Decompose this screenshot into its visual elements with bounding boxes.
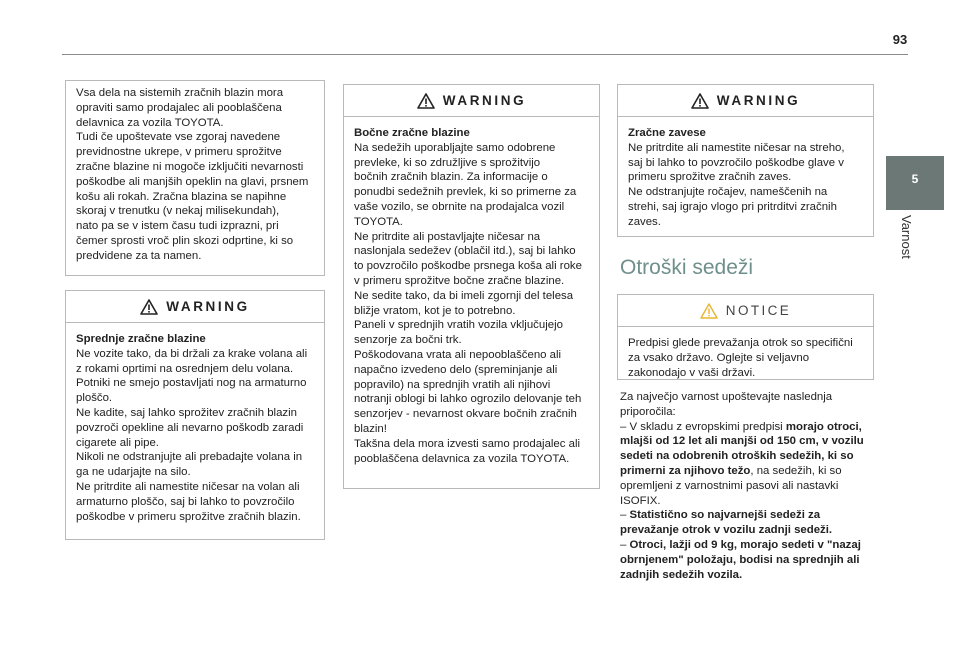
chapter-number: 5	[911, 172, 919, 186]
text-line: poškodbe ali manjših opeklin na glavi, prsnem	[76, 175, 309, 188]
text-line: previdnostne ukrepe, v primeru sprožitve	[76, 146, 282, 159]
text-line: povzroči opekline ali nevarno poškodb zaradi	[76, 421, 304, 434]
text-line: napačno izvedeno delo (spreminjanje ali	[354, 363, 558, 376]
notice-title-row	[618, 295, 873, 327]
text-line: nato pa se v istem času tudi izprazni, pri	[76, 220, 279, 233]
text-line: Potniki ne smejo postavljati nog na armaturno	[76, 377, 307, 390]
top-rule	[62, 54, 908, 55]
text-line: Paneli v sprednjih vratih vozila vključujejo	[354, 319, 563, 332]
text-line: Ne kadite, saj lahko sprožitev zračnih blazin	[76, 406, 297, 419]
chapter-label	[900, 215, 914, 285]
text-line: blazin!	[354, 422, 387, 435]
intro-line: Za največjo varnost upoštevajte naslednja	[620, 391, 833, 403]
warning-lines	[628, 141, 863, 230]
warning-title-row	[66, 291, 324, 323]
bullet-1-cont: sedeti na odobrenih otroških sedežih, ki so	[620, 450, 854, 463]
text-line: zakonodajo v vaši državi.	[628, 366, 756, 379]
text-line: Na sedežih uporabljajte samo odobrene	[354, 141, 556, 154]
bullet-1: – V skladu z evropskimi predpisi morajo otroci,	[620, 420, 862, 433]
notice-title: NOTICE	[725, 303, 792, 318]
text-line: čemer sprosti vroč plin skozi odprtine, ki so	[76, 234, 294, 247]
text-line: Ne pritrdite ali namestite ničesar na volan ali	[76, 480, 300, 493]
text-line: to povzročilo poškodbe prsnega koša ali roke	[354, 260, 582, 273]
warning-heading: Bočne zračne blazine	[354, 127, 470, 139]
text-line: cigarete ali pipe.	[76, 436, 159, 449]
warning-triangle-icon	[140, 299, 158, 315]
bullet-1-cont: opremljeni z varnostnimi pasovi ali nastavki	[620, 479, 839, 492]
text-line: Ne vozite tako, da bi držali za krake volana ali	[76, 347, 308, 360]
warning-lines	[76, 347, 314, 525]
text-line: za vsako državo. Oglejte si veljavno	[628, 351, 810, 364]
text-line: delavnica za vozila TOYOTA.	[76, 116, 224, 129]
warning-body	[344, 117, 599, 474]
warning-title-row	[618, 85, 873, 117]
notice-body	[618, 327, 873, 388]
text-line: poškodbe v primeru sprožitve zračnih blazin.	[76, 510, 301, 523]
text-line: Predpisi glede prevažanja otrok so specifični	[628, 337, 853, 349]
bullet-1-cont: mlajši od 12 let ali manjši od 150 cm, v vozilu	[620, 435, 864, 448]
bullet-3-cont: zadnjih sedežih vozila.	[620, 568, 743, 581]
warning-triangle-icon	[417, 93, 435, 109]
recommendations-text	[620, 390, 880, 582]
warning-title-row	[344, 85, 599, 117]
text-line: košu ali rokah. Zračna blazina se napihne	[76, 190, 287, 203]
warning-heading: Zračne zavese	[628, 127, 706, 139]
text-line: senzorje za bočni trk.	[354, 334, 462, 347]
text-line: Poškodovana vrata ali nepooblaščeno ali	[354, 348, 562, 361]
notice-triangle-icon	[700, 303, 718, 319]
warning-box-side-airbags	[343, 84, 600, 489]
text-line: TOYOTA.	[354, 215, 403, 228]
warning-triangle-icon	[691, 93, 709, 109]
text-line: Tudi če upoštevate vse zgoraj navedene	[76, 131, 281, 144]
text-line: naslonjala sedežev (oblačil itd.), saj bi lahko	[354, 245, 576, 258]
text-line: vaše vozilo, se obrnite na prodajalca vozil	[354, 200, 565, 213]
bullet-2-cont: prevažanje otrok v vozilu zadnji sedeži.	[620, 524, 833, 537]
text-line: saj bi lahko to povzročilo poškodbe glave v	[628, 156, 844, 169]
text-line: Ne pritrdite ali postavljajte ničesar na	[354, 230, 541, 243]
intro-box	[65, 80, 325, 276]
text-line: predvidene za ta namen.	[76, 249, 202, 262]
text-line: ga ne udarjajte na silo.	[76, 466, 191, 479]
section-heading: Otroški sedeži	[620, 256, 754, 279]
text-line: pooblaščena delavnica za vozila TOYOTA.	[354, 452, 570, 465]
warning-title: WARNING	[716, 93, 801, 108]
text-line: Nikoli ne odstranjujte ali prebadajte volana in	[76, 451, 303, 464]
text-line: bočnih zračnih blazin. Za informacije o	[354, 171, 548, 184]
warning-box-curtain-airbags	[617, 84, 874, 237]
bullet-3: – Otroci, lažji od 9 kg, morajo sedeti v "nazaj	[620, 538, 861, 551]
warning-title: WARNING	[166, 299, 250, 314]
bullet-1-cont: primerni za njihovo težo, na sedežih, ki so	[620, 464, 842, 477]
text-line: Ne sedite tako, da bi imeli zgornji del telesa	[354, 289, 574, 302]
warning-box-front-airbags	[65, 290, 325, 540]
text-line: ponudbi sedežnih prevlek, ki so primerne za	[354, 186, 577, 199]
text-line: Ne pritrdite ali namestite ničesar na streho,	[628, 141, 845, 154]
text-line: Takšna dela mora izvesti samo prodajalec ali	[354, 437, 581, 450]
text-line: strehi, saj igrajo vlogo pri pritrditvi zračnih	[628, 200, 837, 213]
text-line: senzorjev - nevarnost okvare bočnih zračnih	[354, 408, 577, 421]
text-line: v primeru sprožitve bočne zračne blazine.	[354, 274, 565, 287]
intro-box-body	[66, 81, 324, 272]
text-line: armaturno ploščo, saj bi lahko to povzročilo	[76, 495, 295, 508]
text-line: zaves.	[628, 215, 661, 228]
text-line: zračne blazine ni mogoče izključiti nevarnosti	[76, 160, 304, 173]
chapter-title: Varnost	[899, 215, 914, 259]
text-line: prevleke, ki so združljive s sprožitvijo	[354, 156, 541, 169]
bullet-1-cont: ISOFIX.	[620, 494, 661, 507]
text-line: bližje vratom, kot je to potrebno.	[354, 304, 516, 317]
text-line: Ne odstranjujte ročajev, nameščenih na	[628, 186, 828, 199]
bullet-2: – Statistično so najvarnejši sedeži za	[620, 509, 821, 522]
text-line: popravilo) na sprednjih vratih ali njihovi	[354, 378, 551, 391]
page-number: 93	[892, 32, 908, 47]
text-line: opraviti samo prodajalec ali pooblaščena	[76, 101, 282, 114]
text-line: ploščo.	[76, 392, 113, 405]
text-line: Vsa dela na sistemih zračnih blazin mora	[76, 87, 284, 99]
text-line: skoraj v trenutku (v nekaj milisekundah),	[76, 205, 280, 218]
notice-box	[617, 294, 874, 380]
warning-body	[66, 323, 324, 532]
intro-line: priporočila:	[620, 405, 676, 418]
text-line: notranji oblogi bi lahko ogrozilo delovanje teh	[354, 393, 582, 406]
text-line: primeru sprožitve zračnih zaves.	[628, 171, 792, 184]
warning-lines	[354, 141, 589, 467]
text-line: z rokami oprtimi na osrednjem delu volana.	[76, 362, 294, 375]
warning-heading: Sprednje zračne blazine	[76, 333, 206, 345]
warning-body	[618, 117, 873, 238]
warning-title: WARNING	[442, 93, 527, 108]
bullet-3-cont: obrnjenem" položaju, bodisi na sprednjih ali	[620, 553, 860, 566]
